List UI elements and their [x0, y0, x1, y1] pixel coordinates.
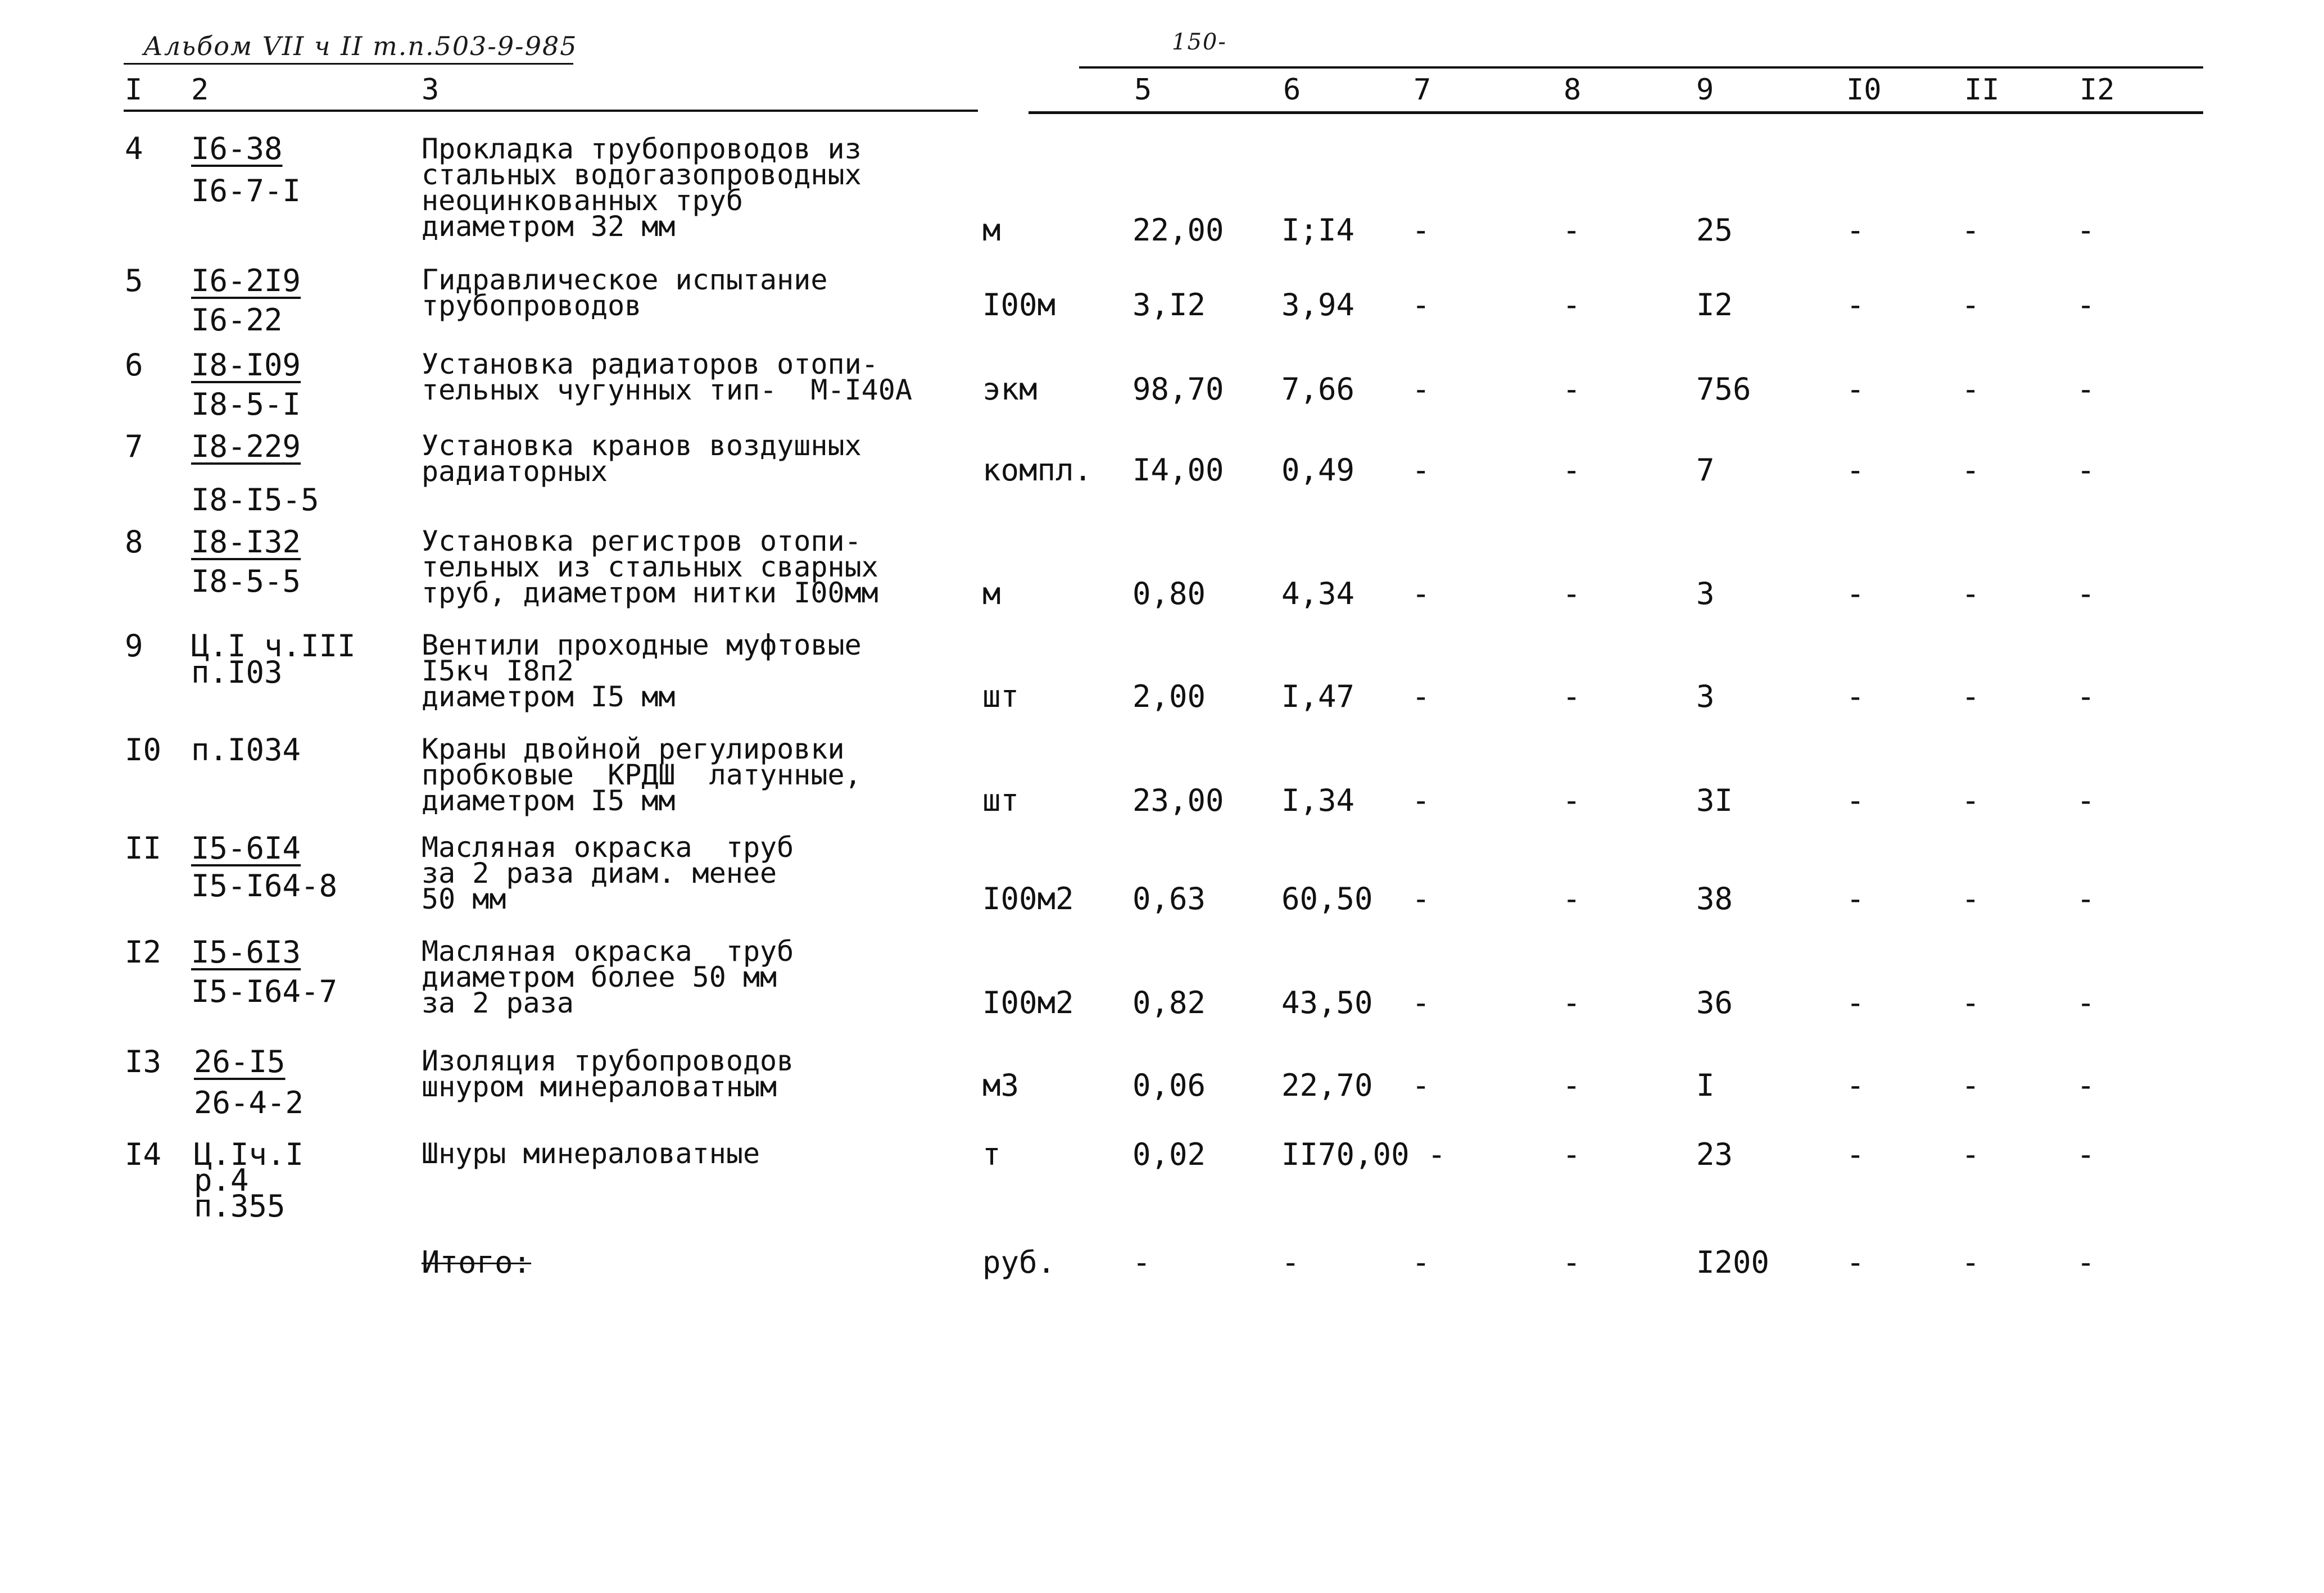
row-col-12: -	[2077, 985, 2095, 1020]
row-unit: м	[982, 212, 1001, 248]
row-number: 7	[125, 429, 143, 464]
row-unit: шт	[982, 679, 1020, 714]
row-code-secondary: р.4 п.355	[194, 1163, 286, 1224]
row-col-7: -	[1412, 287, 1430, 323]
row-description: Масляная окраска труб диаметром более 50 мм за 2 раза	[422, 935, 794, 1019]
column-header-8: 8	[1564, 73, 1582, 107]
row-col-7: -	[1412, 576, 1430, 611]
row-col-8: -	[1562, 679, 1581, 714]
row-col-6: 0,49	[1281, 452, 1355, 488]
column-header-3: 3	[422, 73, 440, 107]
row-description: Установка регистров отопи- тельных из стальных сварных труб, диаметром нитки I00мм	[422, 525, 878, 609]
row-col-12: -	[2077, 371, 2095, 407]
column-header-6: 6	[1283, 73, 1301, 107]
total-label: Итого:	[422, 1245, 532, 1280]
row-col-5: 0,06	[1132, 1068, 1206, 1103]
row-col-9: 23	[1696, 1137, 1733, 1172]
row-col-8: -	[1562, 576, 1581, 611]
row-number: 5	[125, 263, 143, 298]
row-unit: экм	[982, 371, 1038, 407]
row-code-primary: I8-229	[191, 429, 301, 464]
row-number: 4	[125, 131, 143, 166]
row-code-primary: Ц.I ч.III	[191, 628, 356, 664]
row-col-6: II70,00	[1281, 1137, 1410, 1172]
row-code-secondary: I6-7-I	[191, 173, 301, 208]
row-col-11: -	[1961, 1137, 1980, 1172]
column-header-9: 9	[1696, 73, 1714, 107]
row-col-12: -	[2077, 881, 2095, 916]
row-col-6: I,47	[1281, 679, 1355, 714]
row-col-5: I4,00	[1132, 452, 1224, 488]
row-col-6: 22,70	[1281, 1068, 1373, 1103]
row-description: Вентили проходные муфтовые I5кч I8п2 диаметром I5 мм	[422, 629, 862, 713]
page-number: 150-	[1172, 29, 1227, 55]
row-col-11: -	[1961, 287, 1980, 323]
row-unit: м	[982, 576, 1001, 611]
row-col-9: I	[1696, 1068, 1715, 1103]
row-col-9: 3I	[1696, 783, 1733, 818]
row-col-7: -	[1428, 1137, 1446, 1172]
row-code-primary: 26-I5	[194, 1044, 286, 1079]
row-col-11: -	[1961, 212, 1980, 248]
row-code-secondary: I8-5-I	[191, 387, 301, 422]
header-bottom-rule-left	[124, 110, 978, 112]
total-col-12: -	[2077, 1245, 2095, 1280]
row-description: Установка кранов воздушных радиаторных	[422, 429, 862, 488]
row-col-11: -	[1961, 452, 1980, 488]
row-code-secondary: п.I03	[191, 655, 283, 690]
row-col-6: 7,66	[1281, 371, 1355, 407]
row-col-12: -	[2077, 452, 2095, 488]
row-description: Установка радиаторов отопи- тельных чугунных тип- М-I40А	[422, 348, 912, 406]
row-number: I0	[125, 732, 162, 768]
row-col-12: -	[2077, 212, 2095, 248]
row-col-12: -	[2077, 287, 2095, 323]
column-header-2: 2	[191, 73, 209, 107]
row-col-10: -	[1846, 1068, 1865, 1103]
row-code-primary: I5-6I4	[191, 830, 301, 866]
row-col-9: 3	[1696, 576, 1715, 611]
row-col-9: 756	[1696, 371, 1751, 407]
row-col-11: -	[1961, 576, 1980, 611]
total-col-10: -	[1846, 1245, 1865, 1280]
row-col-8: -	[1562, 783, 1581, 818]
row-col-9: 7	[1696, 452, 1715, 488]
row-col-5: 0,80	[1132, 576, 1206, 611]
row-col-6: I;I4	[1281, 212, 1355, 248]
row-col-7: -	[1412, 212, 1430, 248]
row-unit: т	[982, 1137, 1001, 1172]
row-code-secondary: I6-22	[191, 302, 283, 338]
row-code-secondary: I5-I64-7	[191, 974, 338, 1009]
row-col-11: -	[1961, 985, 1980, 1020]
row-col-10: -	[1846, 287, 1865, 323]
album-reference: Альбом VII ч II т.п.503-9-985	[143, 31, 578, 61]
column-header-12: I2	[2080, 73, 2115, 107]
row-col-9: 38	[1696, 881, 1733, 916]
row-col-11: -	[1961, 679, 1980, 714]
row-col-11: -	[1961, 371, 1980, 407]
row-col-10: -	[1846, 783, 1865, 818]
row-col-7: -	[1412, 985, 1430, 1020]
row-col-8: -	[1562, 212, 1581, 248]
row-col-5: 3,I2	[1132, 287, 1206, 323]
row-unit: I00м2	[982, 985, 1074, 1020]
row-description: Шнуры минераловатные	[422, 1137, 760, 1170]
total-col-6: -	[1281, 1245, 1300, 1280]
row-col-8: -	[1562, 1137, 1581, 1172]
column-header-10: I0	[1846, 73, 1882, 107]
row-col-12: -	[2077, 679, 2095, 714]
row-code-primary: I8-I32	[191, 524, 301, 560]
column-header-1: I	[125, 73, 143, 107]
row-col-12: -	[2077, 576, 2095, 611]
header-rule-right	[1079, 66, 2203, 69]
row-unit: I00м	[982, 287, 1056, 323]
row-col-12: -	[2077, 1137, 2095, 1172]
row-col-5: 0,82	[1132, 985, 1206, 1020]
row-col-5: 0,63	[1132, 881, 1206, 916]
row-unit: I00м2	[982, 881, 1074, 916]
row-col-9: 25	[1696, 212, 1733, 248]
row-col-7: -	[1412, 452, 1430, 488]
total-col-11: -	[1961, 1245, 1980, 1280]
row-col-8: -	[1562, 452, 1581, 488]
row-col-10: -	[1846, 881, 1865, 916]
row-col-6: 43,50	[1281, 985, 1373, 1020]
row-col-6: 4,34	[1281, 576, 1355, 611]
row-col-8: -	[1562, 371, 1581, 407]
row-col-10: -	[1846, 452, 1865, 488]
row-code-primary: I6-2I9	[191, 263, 301, 298]
row-col-8: -	[1562, 1068, 1581, 1103]
column-header-7: 7	[1414, 73, 1431, 107]
row-code-secondary: I8-5-5	[191, 564, 301, 599]
row-col-9: I2	[1696, 287, 1733, 323]
total-col-5: -	[1132, 1245, 1151, 1280]
row-code-primary: Ц.Iч.I	[194, 1137, 304, 1172]
row-col-5: 23,00	[1132, 783, 1224, 818]
header-bottom-rule-right	[1029, 111, 2203, 114]
row-unit: шт	[982, 783, 1020, 818]
row-number: 8	[125, 524, 143, 560]
row-col-10: -	[1846, 1137, 1865, 1172]
column-header-11: II	[1964, 73, 2000, 107]
row-description: Краны двойной регулировки пробковые КРДШ латунные, диаметром I5 мм	[422, 733, 862, 817]
row-code-primary: п.I034	[191, 732, 301, 768]
row-description: Прокладка трубопроводов из стальных водогазопроводных неоцинкованных труб диаметром 32 мм	[422, 133, 862, 243]
row-code-secondary: I5-I64-8	[191, 868, 338, 904]
row-code-secondary: 26-4-2	[194, 1085, 304, 1120]
row-description: Изоляция трубопроводов шнуром минераловатным	[422, 1045, 794, 1103]
row-col-6: I,34	[1281, 783, 1355, 818]
row-number: I4	[125, 1137, 162, 1172]
row-col-6: 3,94	[1281, 287, 1355, 323]
row-col-8: -	[1562, 287, 1581, 323]
row-col-7: -	[1412, 783, 1430, 818]
total-col-7: -	[1412, 1245, 1430, 1280]
row-col-7: -	[1412, 1068, 1430, 1103]
row-code-primary: I8-I09	[191, 347, 301, 383]
row-description: Масляная окраска труб за 2 раза диам. менее 50 мм	[422, 831, 794, 915]
row-col-10: -	[1846, 576, 1865, 611]
total-col-9: I200	[1696, 1245, 1770, 1280]
row-code-primary: I5-6I3	[191, 934, 301, 970]
row-col-7: -	[1412, 881, 1430, 916]
row-unit: компл.	[982, 452, 1093, 488]
row-col-6: 60,50	[1281, 881, 1373, 916]
row-col-11: -	[1961, 783, 1980, 818]
row-col-11: -	[1961, 881, 1980, 916]
row-col-7: -	[1412, 371, 1430, 407]
row-col-9: 3	[1696, 679, 1715, 714]
row-col-5: 2,00	[1132, 679, 1206, 714]
total-unit: руб.	[982, 1245, 1056, 1280]
row-number: II	[125, 830, 162, 866]
row-col-8: -	[1562, 881, 1581, 916]
row-col-12: -	[2077, 1068, 2095, 1103]
row-code-primary: I6-38	[191, 131, 283, 166]
row-code-secondary: I8-I5-5	[191, 482, 319, 518]
row-col-10: -	[1846, 212, 1865, 248]
row-col-5: 22,00	[1132, 212, 1224, 248]
row-col-10: -	[1846, 985, 1865, 1020]
header-underline	[124, 63, 573, 65]
row-col-10: -	[1846, 371, 1865, 407]
row-col-5: 0,02	[1132, 1137, 1206, 1172]
row-col-8: -	[1562, 985, 1581, 1020]
row-col-12: -	[2077, 783, 2095, 818]
row-col-11: -	[1961, 1068, 1980, 1103]
row-number: I3	[125, 1044, 162, 1079]
row-col-5: 98,70	[1132, 371, 1224, 407]
row-number: 6	[125, 347, 143, 383]
row-col-7: -	[1412, 679, 1430, 714]
row-col-10: -	[1846, 679, 1865, 714]
total-col-8: -	[1562, 1245, 1581, 1280]
row-unit: м3	[982, 1068, 1020, 1103]
column-header-5: 5	[1134, 73, 1152, 107]
row-description: Гидравлическое испытание трубопроводов	[422, 264, 828, 322]
row-col-9: 36	[1696, 985, 1733, 1020]
row-number: I2	[125, 934, 162, 970]
row-number: 9	[125, 628, 143, 664]
